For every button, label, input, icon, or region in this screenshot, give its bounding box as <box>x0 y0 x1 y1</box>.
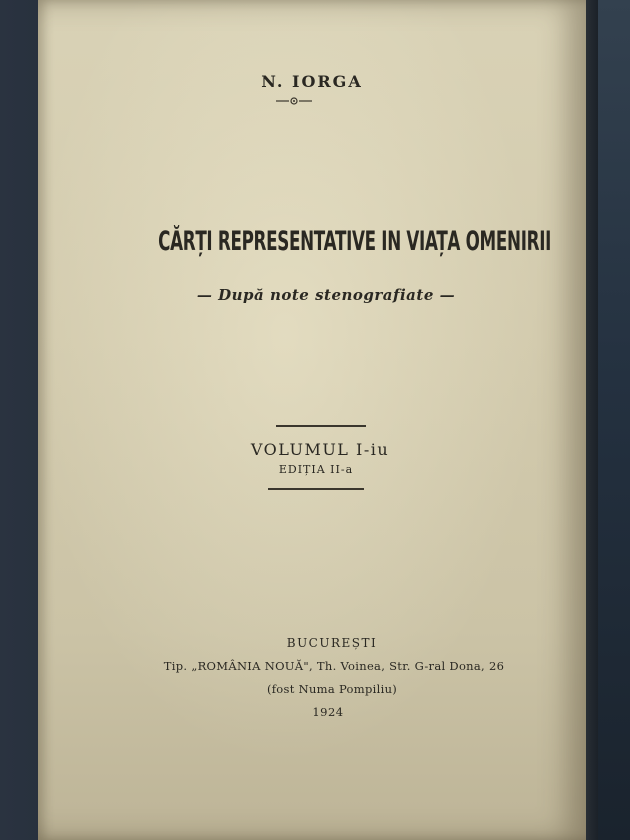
divider-top <box>276 425 366 427</box>
book-subtitle: — După note stenografiate — <box>196 286 456 304</box>
ornament-icon <box>276 96 312 106</box>
imprint-city: BUCUREȘTI <box>286 636 378 650</box>
book-title: CĂRȚI REPRESENTATIVE IN VIAȚA OMENIRII <box>158 226 552 257</box>
edition-label: EDIȚIA II-a <box>278 463 354 476</box>
author-name: N. IORGA <box>261 72 363 91</box>
imprint-year: 1924 <box>312 705 344 719</box>
title-page <box>38 0 586 840</box>
imprint-former-name: (fost Numa Pompiliu) <box>266 682 398 696</box>
imprint-printer: Tip. „ROMÂNIA NOUĂ", Th. Voinea, Str. G-ral Dona, 26 <box>163 659 505 673</box>
divider-bottom <box>268 488 364 490</box>
volume-label: VOLUMUL I-iu <box>250 440 390 459</box>
